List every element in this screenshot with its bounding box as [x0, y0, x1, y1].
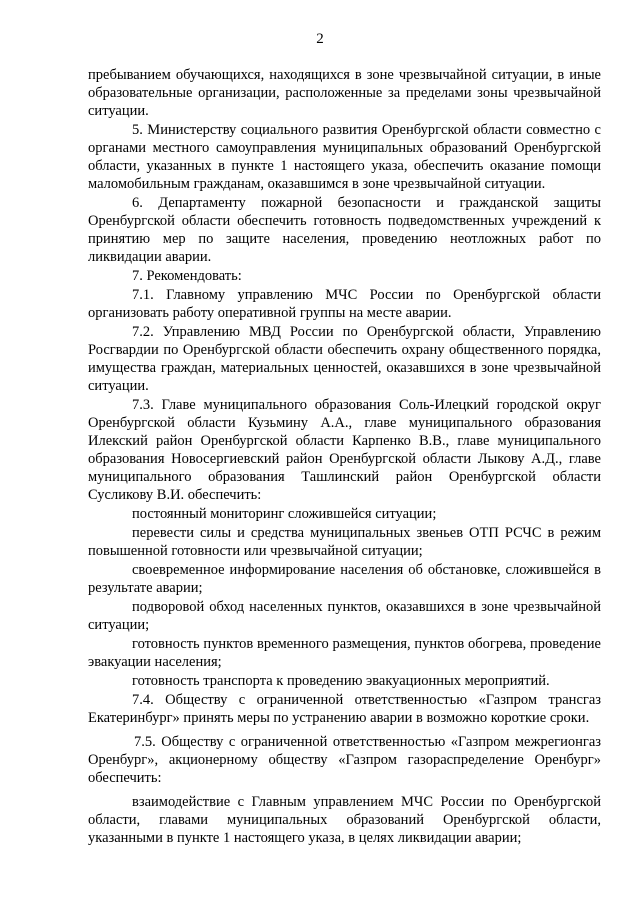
- paragraph-item-7-2: 7.2. Управлению МВД России по Оренбургской области, Управлению Росгвардии по Оренбургской области обеспечить охрану общественного порядка, имущества граждан, материальных ценностей, оказавшихся в зоне чрезвычайной ситуации.: [88, 324, 601, 394]
- page-number: 2: [316, 31, 324, 47]
- list-item-forces: перевести силы и средства муниципальных звеньев ОТП РСЧС в режим повышенной готовности или чрезвычайной ситуации;: [88, 525, 601, 559]
- list-item-monitoring: постоянный мониторинг сложившейся ситуации;: [132, 506, 437, 522]
- paragraph-item-6: 6. Департаменту пожарной безопасности и гражданской защиты Оренбургской области обеспечить готовность подведомственных учреждений к принятию мер по защите населения, проведению неотложных работ по ликвидации аварии.: [88, 195, 601, 265]
- paragraph-item-7-1: 7.1. Главному управлению МЧС России по Оренбургской области организовать работу оперативной группы на месте аварии.: [88, 287, 601, 321]
- list-item-door-to-door: подворовой обход населенных пунктов, оказавшихся в зоне чрезвычайной ситуации;: [88, 599, 601, 633]
- paragraph-item-7-4: 7.4. Обществу с ограниченной ответственностью «Газпром трансгаз Екатеринбург» принять меры по устранению аварии в возможно короткие сроки.: [88, 692, 601, 726]
- paragraph-item-7-3: 7.3. Главе муниципального образования Соль-Илецкий городской округ Оренбургской области Кузьмину А.А., главе муниципального образования Илекский район Оренбургской области Карпенко В.В., главе муниципального образования Новосергиевский район Оренбургской области Лыкову А.Д., главе муниципального образования Ташлинский район Оренбургской области Сусликову В.И. обеспечить:: [88, 397, 601, 503]
- list-item-transport: готовность транспорта к проведению эвакуационных мероприятий.: [132, 673, 550, 689]
- paragraph-item-7: 7. Рекомендовать:: [132, 268, 242, 284]
- paragraph-item-5: 5. Министерству социального развития Оренбургской области совместно с органами местного самоуправления муниципальных образований Оренбургской области, указанных в пункте 1 настоящего указа, обеспечить оказание помощи маломобильным гражданам, оказавшимся в зоне чрезвычайной ситуации.: [88, 122, 601, 192]
- paragraph-continuation: пребыванием обучающихся, находящихся в зоне чрезвычайной ситуации, в иные образовательные организации, расположенные за пределами зоны чрезвычайной ситуации.: [88, 67, 601, 119]
- document-body: [88, 66, 601, 847]
- list-item-interaction: взаимодействие с Главным управлением МЧС России по Оренбургской области, главами муниципальных образований Оренбургской области, указанными в пункте 1 настоящего указа, в целях ликвидации аварии;: [88, 794, 601, 846]
- list-item-shelters: готовность пунктов временного размещения, пунктов обогрева, проведение эвакуации населения;: [88, 636, 601, 670]
- paragraph-item-7-5: 7.5. Обществу с ограниченной ответственностью «Газпром межрегионгаз Оренбург», акционерному обществу «Газпром газораспределение Оренбург» обеспечить:: [88, 734, 601, 786]
- list-item-informing: своевременное информирование населения об обстановке, сложившейся в результате аварии;: [88, 562, 601, 596]
